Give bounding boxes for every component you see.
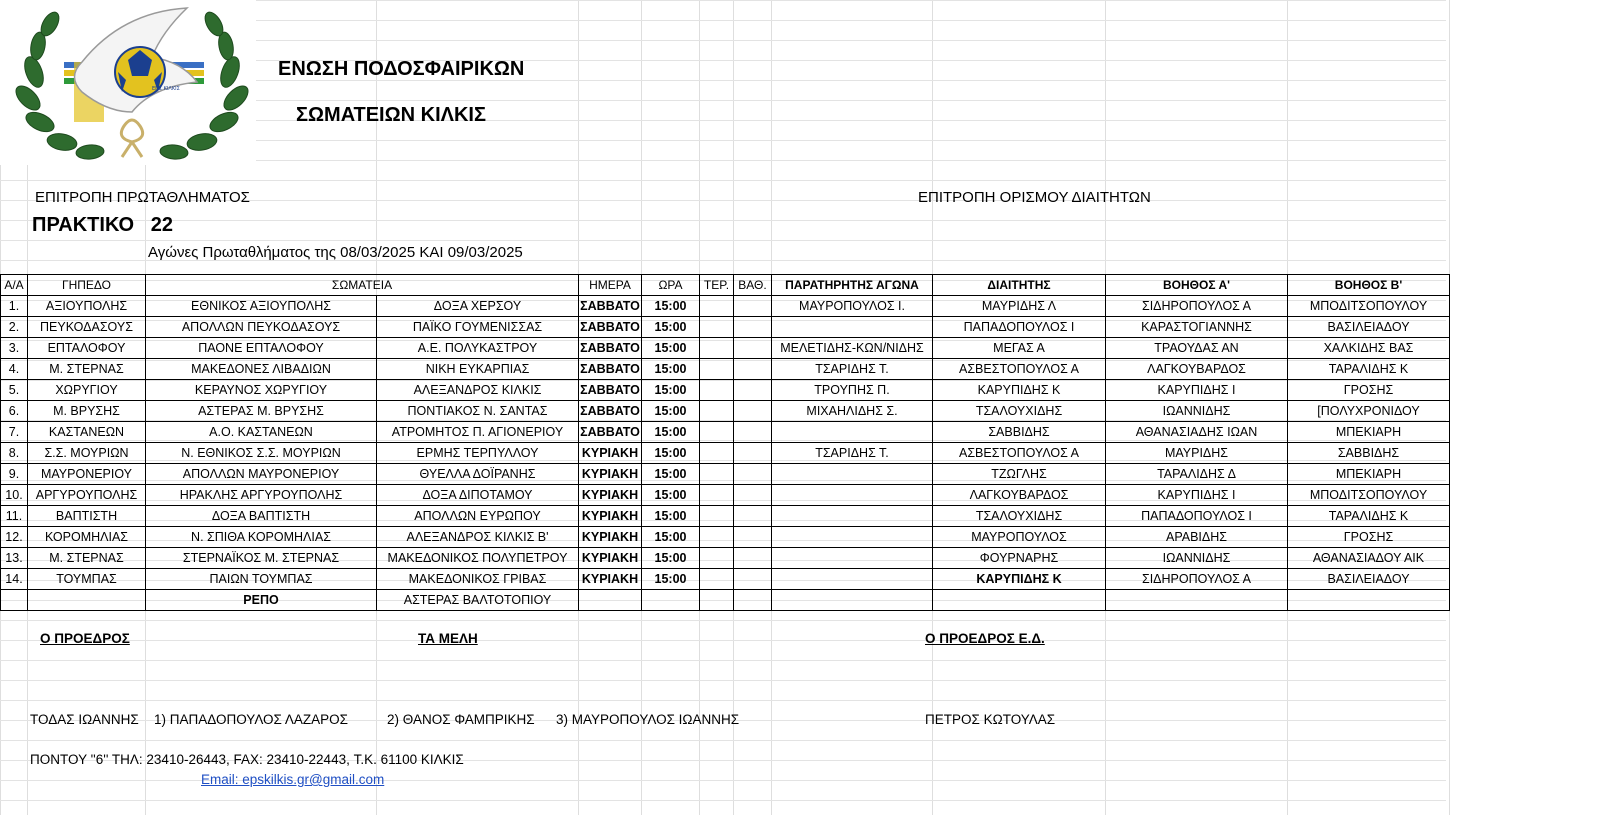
match-time: 15:00: [642, 527, 700, 548]
member-1-name: 1) ΠΑΠΑΔΟΠΟΥΛΟΣ ΛΑΖΑΡΟΣ: [154, 712, 349, 727]
col-aa: Α/Α: [1, 275, 28, 296]
match-observer: [772, 317, 933, 338]
committee-right: ΕΠΙΤΡΟΠΗ ΟΡΙΣΜΟΥ ΔΙΑΙΤΗΤΩΝ: [918, 189, 1151, 206]
match-home-team: ΗΡΑΚΛΗΣ ΑΡΓΥΡΟΥΠΟΛΗΣ: [146, 485, 377, 506]
match-referee: ΑΣΒΕΣΤΟΠΟΥΛΟΣ Α: [933, 359, 1106, 380]
match-vath: [734, 422, 772, 443]
match-observer: [772, 569, 933, 590]
match-referee: ΜΕΓΑΣ Α: [933, 338, 1106, 359]
match-day: ΚΥΡΙΑΚΗ: [579, 443, 642, 464]
match-referee: ΤΣΑΛΟΥΧΙΔΗΣ: [933, 401, 1106, 422]
match-number: 4.: [1, 359, 28, 380]
repo-row: [1, 590, 1450, 611]
match-vath: [734, 443, 772, 464]
col-assistant-b: ΒΟΗΘΟΣ Β': [1288, 275, 1450, 296]
match-away-team: ΠΟΝΤΙΑΚΟΣ Ν. ΣΑΝΤΑΣ: [377, 401, 579, 422]
match-observer: ΤΣΑΡΙΔΗΣ Τ.: [772, 359, 933, 380]
match-number: 1.: [1, 296, 28, 317]
match-stadium: ΚΑΣΤΑΝΕΩΝ: [28, 422, 146, 443]
match-number: 12.: [1, 527, 28, 548]
match-number: 13.: [1, 548, 28, 569]
match-stadium: ΒΑΠΤΙΣΤΗ: [28, 506, 146, 527]
match-time: 15:00: [642, 338, 700, 359]
match-day: ΣΑΒΒΑΤΟ: [579, 401, 642, 422]
president-ed-name: ΠΕΤΡΟΣ ΚΩΤΟΥΛΑΣ: [925, 712, 1056, 727]
match-home-team: ΔΟΞΑ ΒΑΠΤΙΣΤΗ: [146, 506, 377, 527]
match-assistant-b: ΑΘΑΝΑΣΙΑΔΟΥ ΑΙΚ: [1288, 548, 1450, 569]
match-home-team: ΑΣΤΕΡΑΣ Μ. ΒΡΥΣΗΣ: [146, 401, 377, 422]
col-ter: ΤΕΡ.: [700, 275, 734, 296]
match-number: 8.: [1, 443, 28, 464]
match-stadium: Μ. ΣΤΕΡΝΑΣ: [28, 548, 146, 569]
match-referee: ΠΑΠΑΔΟΠΟΥΛΟΣ Ι: [933, 317, 1106, 338]
match-vath: [734, 401, 772, 422]
match-referee: ΦΟΥΡΝΑΡΗΣ: [933, 548, 1106, 569]
match-vath: [734, 380, 772, 401]
match-assistant-b: ΓΡΟΣΗΣ: [1288, 527, 1450, 548]
match-ter: [700, 401, 734, 422]
match-assistant-a: ΤΡΑΟΥΔΑΣ ΑΝ: [1106, 338, 1288, 359]
match-assistant-a: ΤΑΡΑΛΙΔΗΣ Δ: [1106, 464, 1288, 485]
match-vath: [734, 296, 772, 317]
match-away-team: ΜΑΚΕΔΟΝΙΚΟΣ ΓΡΙΒΑΣ: [377, 569, 579, 590]
match-number: 11.: [1, 506, 28, 527]
match-time: 15:00: [642, 506, 700, 527]
match-referee: ΑΣΒΕΣΤΟΠΟΥΛΟΣ Α: [933, 443, 1106, 464]
match-ter: [700, 548, 734, 569]
match-away-team: Α.Ε. ΠΟΛΥΚΑΣΤΡΟΥ: [377, 338, 579, 359]
match-time: 15:00: [642, 443, 700, 464]
match-assistant-a: ΚΑΡΥΠΙΔΗΣ Ι: [1106, 485, 1288, 506]
match-day: ΚΥΡΙΑΚΗ: [579, 464, 642, 485]
match-assistant-b: ΣΑΒΒΙΔΗΣ: [1288, 443, 1450, 464]
match-day: ΣΑΒΒΑΤΟ: [579, 380, 642, 401]
match-day: ΚΥΡΙΑΚΗ: [579, 548, 642, 569]
match-observer: ΜΑΥΡΟΠΟΥΛΟΣ Ι.: [772, 296, 933, 317]
match-observer: [772, 527, 933, 548]
match-vath: [734, 464, 772, 485]
match-observer: ΜΕΛΕΤΙΔΗΣ-ΚΩΝ/ΝΙΔΗΣ: [772, 338, 933, 359]
member-3-name: 3) ΜΑΥΡΟΠΟΥΛΟΣ ΙΩΑΝΝΗΣ: [556, 712, 740, 727]
match-home-team: ΣΤΕΡΝΑΪΚΟΣ Μ. ΣΤΕΡΝΑΣ: [146, 548, 377, 569]
match-assistant-b: ΜΠΕΚΙΑΡΗ: [1288, 464, 1450, 485]
col-vath: ΒΑΘ.: [734, 275, 772, 296]
match-assistant-b: ΤΑΡΑΛΙΔΗΣ Κ: [1288, 359, 1450, 380]
match-dates-subtitle: Αγώνες Πρωταθλήματος της 08/03/2025 ΚΑΙ 09/03/2025: [148, 244, 523, 261]
match-assistant-b: ΧΑΛΚΙΔΗΣ ΒΑΣ: [1288, 338, 1450, 359]
match-time: 15:00: [642, 359, 700, 380]
match-vath: [734, 548, 772, 569]
match-stadium: Σ.Σ. ΜΟΥΡΙΩΝ: [28, 443, 146, 464]
match-home-team: ΠΑΟΝΕ ΕΠΤΑΛΟΦΟΥ: [146, 338, 377, 359]
match-home-team: ΑΠΟΛΛΩΝ ΜΑΥΡΟΝΕΡΙΟΥ: [146, 464, 377, 485]
committee-left: ΕΠΙΤΡΟΠΗ ΠΡΩΤΑΘΛΗΜΑΤΟΣ: [35, 189, 250, 206]
org-name-line2: ΣΩΜΑΤΕΙΩΝ ΚΙΛΚΙΣ: [296, 104, 486, 126]
match-time: 15:00: [642, 296, 700, 317]
col-observer: ΠΑΡΑΤΗΡΗΤΗΣ ΑΓΩΝΑ: [772, 275, 933, 296]
match-number: 6.: [1, 401, 28, 422]
match-away-team: ΔΟΞΑ ΔΙΠΟΤΑΜΟΥ: [377, 485, 579, 506]
match-time: 15:00: [642, 401, 700, 422]
match-assistant-b: ΒΑΣΙΛΕΙΑΔΟΥ: [1288, 317, 1450, 338]
match-stadium: ΤΟΥΜΠΑΣ: [28, 569, 146, 590]
repo-aa: [1, 590, 28, 611]
match-day: ΣΑΒΒΑΤΟ: [579, 359, 642, 380]
table-row: [1, 443, 1450, 464]
table-row: [1, 485, 1450, 506]
col-assistant-a: ΒΟΗΘΟΣ Α': [1106, 275, 1288, 296]
match-away-team: ΑΤΡΟΜΗΤΟΣ Π. ΑΓΙΟΝΕΡΙΟΥ: [377, 422, 579, 443]
match-observer: ΤΡΟΥΠΗΣ Π.: [772, 380, 933, 401]
match-away-team: ΔΟΞΑ ΧΕΡΣΟΥ: [377, 296, 579, 317]
col-day: ΗΜΕΡΑ: [579, 275, 642, 296]
match-assistant-b: ΒΑΣΙΛΕΙΑΔΟΥ: [1288, 569, 1450, 590]
match-time: 15:00: [642, 569, 700, 590]
match-home-team: ΜΑΚΕΔΟΝΕΣ ΛΙΒΑΔΙΩΝ: [146, 359, 377, 380]
col-clubs: ΣΩΜΑΤΕΙΑ: [146, 275, 579, 296]
org-name-line1: ΕΝΩΣΗ ΠΟΔΟΣΦΑΙΡΙΚΩΝ: [278, 58, 525, 80]
match-time: 15:00: [642, 464, 700, 485]
col-referee: ΔΙΑΙΤΗΤΗΣ: [933, 275, 1106, 296]
match-day: ΣΑΒΒΑΤΟ: [579, 338, 642, 359]
table-row: [1, 506, 1450, 527]
members-label: ΤΑ ΜΕΛΗ: [418, 631, 478, 646]
match-stadium: ΚΟΡΟΜΗΛΙΑΣ: [28, 527, 146, 548]
match-number: 5.: [1, 380, 28, 401]
match-day: ΚΥΡΙΑΚΗ: [579, 506, 642, 527]
table-header-row: [1, 275, 1450, 296]
match-ter: [700, 359, 734, 380]
match-assistant-a: ΚΑΡΑΣΤΟΓΙΑΝΝΗΣ: [1106, 317, 1288, 338]
match-assistant-a: ΙΩΑΝΝΙΔΗΣ: [1106, 401, 1288, 422]
match-ter: [700, 422, 734, 443]
match-vath: [734, 338, 772, 359]
match-home-team: Ν. ΣΠΙΘΑ ΚΟΡΟΜΗΛΙΑΣ: [146, 527, 377, 548]
match-day: ΚΥΡΙΑΚΗ: [579, 569, 642, 590]
match-assistant-b: ΤΑΡΑΛΙΔΗΣ Κ: [1288, 506, 1450, 527]
match-ter: [700, 443, 734, 464]
match-stadium: ΑΞΙΟΥΠΟΛΗΣ: [28, 296, 146, 317]
table-row: [1, 380, 1450, 401]
match-number: 9.: [1, 464, 28, 485]
match-number: 2.: [1, 317, 28, 338]
match-away-team: ΕΡΜΗΣ ΤΕΡΠΥΛΛΟΥ: [377, 443, 579, 464]
match-ter: [700, 527, 734, 548]
match-vath: [734, 506, 772, 527]
match-observer: [772, 464, 933, 485]
match-assistant-a: ΠΑΠΑΔΟΠΟΥΛΟΣ Ι: [1106, 506, 1288, 527]
match-assistant-b: [ΠΟΛΥΧΡΟΝΙΔΟΥ: [1288, 401, 1450, 422]
col-time: ΩΡΑ: [642, 275, 700, 296]
match-time: 15:00: [642, 422, 700, 443]
match-stadium: Μ. ΣΤΕΡΝΑΣ: [28, 359, 146, 380]
match-home-team: ΚΕΡΑΥΝΟΣ ΧΩΡΥΓΙΟΥ: [146, 380, 377, 401]
table-row: [1, 359, 1450, 380]
match-referee: ΜΑΥΡΙΔΗΣ Λ: [933, 296, 1106, 317]
table-row: [1, 527, 1450, 548]
logo-caption: ΕΠΣ ΚΙΛΚΙΣ: [152, 86, 180, 92]
match-stadium: ΜΑΥΡΟΝΕΡΙΟΥ: [28, 464, 146, 485]
match-assistant-b: ΓΡΟΣΗΣ: [1288, 380, 1450, 401]
match-assistant-a: ΣΙΔΗΡΟΠΟΥΛΟΣ Α: [1106, 569, 1288, 590]
match-time: 15:00: [642, 548, 700, 569]
match-away-team: ΑΛΕΞΑΝΔΡΟΣ ΚΙΛΚΙΣ Β': [377, 527, 579, 548]
match-assistant-b: ΜΠΕΚΙΑΡΗ: [1288, 422, 1450, 443]
match-referee: ΤΖΩΓΛΗΣ: [933, 464, 1106, 485]
match-away-team: ΘΥΕΛΛΑ ΔΟΪΡΑΝΗΣ: [377, 464, 579, 485]
match-assistant-b: ΜΠΟΔΙΤΣΟΠΟΥΛΟΥ: [1288, 485, 1450, 506]
table-row: [1, 338, 1450, 359]
match-day: ΣΑΒΒΑΤΟ: [579, 422, 642, 443]
match-number: 14.: [1, 569, 28, 590]
match-away-team: ΜΑΚΕΔΟΝΙΚΟΣ ΠΟΛΥΠΕΤΡΟΥ: [377, 548, 579, 569]
repo-stadium: [28, 590, 146, 611]
match-ter: [700, 338, 734, 359]
match-ter: [700, 485, 734, 506]
match-ter: [700, 464, 734, 485]
match-number: 10.: [1, 485, 28, 506]
president-name: ΤΟΔΑΣ ΙΩΑΝΝΗΣ: [30, 712, 139, 727]
match-assistant-a: ΙΩΑΝΝΙΔΗΣ: [1106, 548, 1288, 569]
match-ter: [700, 380, 734, 401]
match-assistant-a: ΛΑΓΚΟΥΒΑΡΔΟΣ: [1106, 359, 1288, 380]
table-row: [1, 296, 1450, 317]
match-stadium: ΧΩΡΥΓΙΟΥ: [28, 380, 146, 401]
match-assistant-b: ΜΠΟΔΙΤΣΟΠΟΥΛΟΥ: [1288, 296, 1450, 317]
match-vath: [734, 359, 772, 380]
match-home-team: ΠΑΙΩΝ ΤΟΥΜΠΑΣ: [146, 569, 377, 590]
match-day: ΣΑΒΒΑΤΟ: [579, 317, 642, 338]
table-row: [1, 422, 1450, 443]
table-row: [1, 464, 1450, 485]
match-assistant-a: ΑΡΑΒΙΔΗΣ: [1106, 527, 1288, 548]
address-line: ΠΟΝΤΟΥ ''6'' ΤΗΛ: 23410-26443, FAX: 23410-22443, Τ.Κ. 61100 ΚΙΛΚΙΣ: [30, 752, 464, 767]
match-ter: [700, 569, 734, 590]
match-day: ΣΑΒΒΑΤΟ: [579, 296, 642, 317]
president-label: Ο ΠΡΟΕΔΡΟΣ: [40, 631, 130, 646]
match-stadium: ΠΕΥΚΟΔΑΣΟΥΣ: [28, 317, 146, 338]
match-time: 15:00: [642, 380, 700, 401]
table-row: [1, 548, 1450, 569]
match-home-team: ΑΠΟΛΛΩΝ ΠΕΥΚΟΔΑΣΟΥΣ: [146, 317, 377, 338]
match-number: 7.: [1, 422, 28, 443]
match-stadium: ΑΡΓΥΡΟΥΠΟΛΗΣ: [28, 485, 146, 506]
match-observer: [772, 422, 933, 443]
match-ter: [700, 506, 734, 527]
president-ed-label: Ο ΠΡΟΕΔΡΟΣ Ε.Δ.: [925, 631, 1045, 646]
match-stadium: ΕΠΤΑΛΟΦΟΥ: [28, 338, 146, 359]
match-referee: ΤΣΑΛΟΥΧΙΔΗΣ: [933, 506, 1106, 527]
match-assistant-a: ΣΙΔΗΡΟΠΟΥΛΟΣ Α: [1106, 296, 1288, 317]
minutes-number: 22: [150, 214, 173, 236]
email-link[interactable]: Email: epskilkis.gr@gmail.com: [201, 772, 385, 787]
table-row: [1, 569, 1450, 590]
match-ter: [700, 317, 734, 338]
match-home-team: Α.Ο. ΚΑΣΤΑΝΕΩΝ: [146, 422, 377, 443]
match-stadium: Μ. ΒΡΥΣΗΣ: [28, 401, 146, 422]
match-assistant-a: ΑΘΑΝΑΣΙΑΔΗΣ ΙΩΑΝ: [1106, 422, 1288, 443]
match-assistant-a: ΜΑΥΡΙΔΗΣ: [1106, 443, 1288, 464]
match-vath: [734, 485, 772, 506]
match-away-team: ΝΙΚΗ ΕΥΚΑΡΠΙΑΣ: [377, 359, 579, 380]
match-home-team: Ν. ΕΘΝΙΚΟΣ Σ.Σ. ΜΟΥΡΙΩΝ: [146, 443, 377, 464]
federation-logo: [12, 2, 252, 162]
match-observer: [772, 485, 933, 506]
match-day: ΚΥΡΙΑΚΗ: [579, 527, 642, 548]
match-observer: [772, 548, 933, 569]
match-observer: ΤΣΑΡΙΔΗΣ Τ.: [772, 443, 933, 464]
col-stadium: ΓΗΠΕΔΟ: [28, 275, 146, 296]
match-vath: [734, 317, 772, 338]
match-ter: [700, 296, 734, 317]
match-away-team: ΑΛΕΞΑΝΔΡΟΣ ΚΙΛΚΙΣ: [377, 380, 579, 401]
match-observer: [772, 506, 933, 527]
table-row: [1, 401, 1450, 422]
matches-table: [0, 274, 1450, 611]
match-vath: [734, 569, 772, 590]
match-referee: ΚΑΡΥΠΙΔΗΣ Κ: [933, 569, 1106, 590]
match-referee: ΜΑΥΡΟΠΟΥΛΟΣ: [933, 527, 1106, 548]
match-vath: [734, 527, 772, 548]
match-time: 15:00: [642, 485, 700, 506]
match-away-team: ΠΑΪΚΟ ΓΟΥΜΕΝΙΣΣΑΣ: [377, 317, 579, 338]
match-referee: ΣΑΒΒΙΔΗΣ: [933, 422, 1106, 443]
match-time: 15:00: [642, 317, 700, 338]
match-day: ΚΥΡΙΑΚΗ: [579, 485, 642, 506]
table-row: [1, 317, 1450, 338]
match-away-team: ΑΠΟΛΛΩΝ ΕΥΡΩΠΟΥ: [377, 506, 579, 527]
match-home-team: ΕΘΝΙΚΟΣ ΑΞΙΟΥΠΟΛΗΣ: [146, 296, 377, 317]
minutes-label: ΠΡΑΚΤΙΚΟ: [32, 214, 135, 236]
match-number: 3.: [1, 338, 28, 359]
repo-team: ΑΣΤΕΡΑΣ ΒΑΛΤΟΤΟΠΙΟΥ: [377, 590, 579, 611]
match-referee: ΚΑΡΥΠΙΔΗΣ Κ: [933, 380, 1106, 401]
match-observer: ΜΙΧΑΗΛΙΔΗΣ Σ.: [772, 401, 933, 422]
repo-label: ΡΕΠΟ: [146, 590, 377, 611]
match-assistant-a: ΚΑΡΥΠΙΔΗΣ Ι: [1106, 380, 1288, 401]
minutes-title: [32, 214, 173, 237]
member-2-name: 2) ΘΑΝΟΣ ΦΑΜΠΡΙΚΗΣ: [387, 712, 535, 727]
match-referee: ΛΑΓΚΟΥΒΑΡΔΟΣ: [933, 485, 1106, 506]
